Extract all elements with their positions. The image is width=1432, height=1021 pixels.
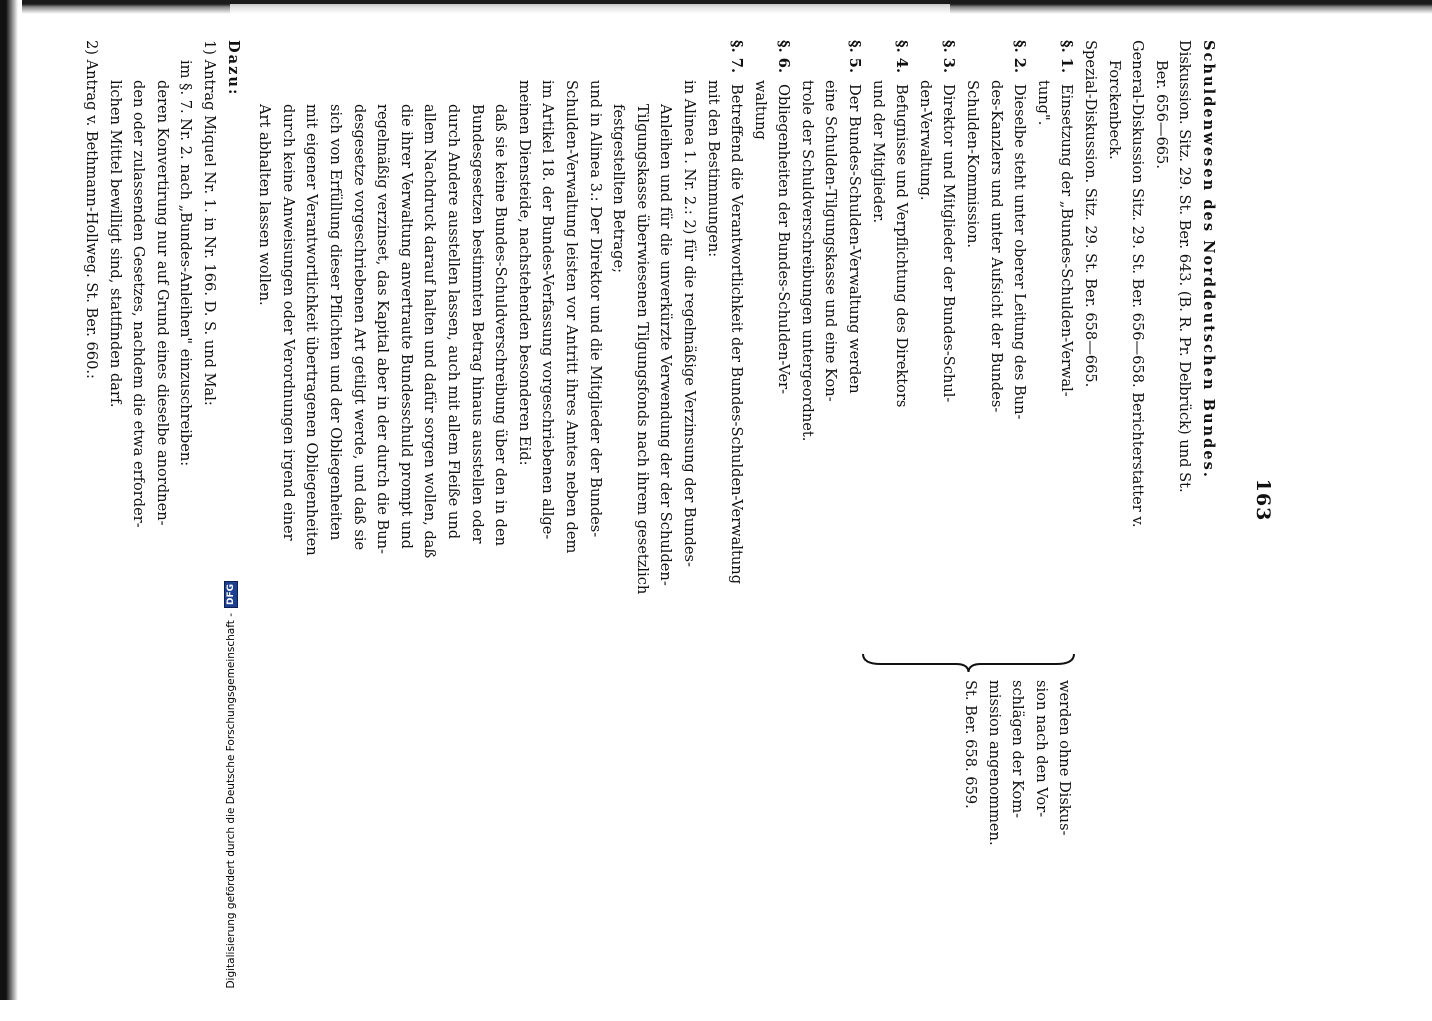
text-line: den-Verwaltung. <box>916 80 934 201</box>
text-line: festgestellten Betrage; <box>610 104 628 274</box>
section-number: §. 1. <box>1058 40 1076 74</box>
text-line: durch Andere ausstellen lassen, auch mit allem Fleiße und <box>445 104 462 540</box>
text-line: und der Mitglieder. <box>869 80 887 224</box>
section-text: Dieselbe steht unter oberer Leitung des Bun- <box>1011 84 1029 420</box>
text-line: allem Nachdruck darauf halten und dafür sorgen wollen, daß <box>421 104 439 559</box>
curly-brace <box>861 652 1076 674</box>
section-line <box>725 40 749 1000</box>
text-line: Art abhalten lassen wollen. <box>256 104 274 306</box>
text-line: die ihrer Verwaltung anvertraute Bundesschuld prompt und <box>397 104 415 549</box>
text-line: sich von Erfüllung dieser Pflichten und der Obliegenheiten <box>327 104 345 541</box>
text-line: und in Alinea 3.: Der Direktor und die Mitglieder der Bundes- <box>586 80 604 538</box>
text-line: eine Schulden-Tilgungskasse und eine Kon- <box>822 80 840 402</box>
brace-note-line: schlägen der Kom- <box>1009 680 1027 819</box>
section-line <box>843 40 867 1000</box>
section-number: §. 7. <box>728 40 746 74</box>
text-line: meinen Diensteide, nachstehenden besonderen Eid: <box>515 80 533 466</box>
text-line: in Alinea 1. Nr. 2.: 2) für die regelmäßige Verzinsung der Bundes- <box>680 80 698 567</box>
section-number: §. 4. <box>893 40 911 74</box>
text-line: mit eigener Verantwortlichkeit übertragenen Obliegenheiten <box>303 104 321 556</box>
text-line: im §. 7. Nr. 2. nach „Bundes-Anleihen" einzuschreiben: <box>177 60 195 467</box>
section-line <box>937 40 961 1000</box>
dfg-logo: DFG <box>224 581 238 608</box>
text-line: Bundesgesetzen bestimmten Betrag hinaus ausstellen oder <box>468 104 486 544</box>
credit-text: Digitalisierung gefördert durch die Deutsche Forschungsgemeinschaft - <box>225 613 237 989</box>
brace-note-line: St. Ber. 658. 659. <box>962 680 980 809</box>
text-line: Schulden-Kommission. <box>964 80 982 249</box>
page <box>83 0 1320 1000</box>
text-line: mit den Bestimmungen: <box>704 80 722 258</box>
section-text: Direktor und Mitglieder der Bundes-Schul- <box>940 84 958 403</box>
text-line: im Artikel 18. der Bundes-Verfassung vorgeschriebenen allge- <box>539 80 557 540</box>
text-line: General-Diskussion Sitz. 29. St. Ber. 656—658. Berichterstatter v. <box>1129 40 1147 528</box>
section-text: Befugnisse und Verpflichtung des Direktors <box>893 84 911 408</box>
text-line: 2) Antrag v. Bethmann-Hollweg. St. Ber. 660.: <box>83 40 101 379</box>
brace-note-line: werden ohne Diskus- <box>1056 680 1074 836</box>
text-line: Schulden-Verwaltung leisten vor Antritt ihres Amtes neben dem <box>562 80 580 554</box>
text-line: lichen Mittel bewilligt sind, stattfinden darf. <box>106 80 124 408</box>
section-text: Einsetzung der „Bundes-Schulden-Verwal- <box>1058 84 1076 397</box>
section-text: Betreffend die Verantwortlichkeit der Bundes-Schulden-Verwaltung <box>728 84 746 585</box>
text-line: durch keine Anweisungen oder Verordnungen irgend einer <box>279 104 297 541</box>
text-line: Forckenbeck. <box>1105 60 1123 160</box>
text-line: Anleihen und für die unverkürzte Verwendung der der Schulden- <box>657 104 675 586</box>
brace-note <box>958 680 1076 1000</box>
text-line: regelmäßig verzinset, das Kapital aber in der durch die Bun- <box>374 104 392 554</box>
section-text: Obliegenheiten der Bundes-Schulden-Ver- <box>775 84 793 395</box>
section-line <box>890 40 914 1000</box>
text-line: Ber. 656—665. <box>1152 60 1170 169</box>
section-line <box>772 40 796 1000</box>
section-text: Der Bundes-Schulden-Verwaltung werden <box>846 84 864 394</box>
text-line: Diskussion. Sitz. 29. St. Ber. 643. (B. R. Pr. Delbrück) und St. <box>1176 40 1194 493</box>
text-line: deren Konvertirung nur auf Grund eines dieselbe anordnen- <box>153 80 171 526</box>
section-number: §. 2. <box>1011 40 1029 74</box>
text-line: den oder zulassenden Gesetzes, nachdem die etwa erforder- <box>130 80 148 528</box>
sections-group <box>748 40 1078 1000</box>
section-number: §. 5. <box>846 40 864 74</box>
section-heading: Schuldenwesen des Norddeutschen Bundes. <box>1200 40 1217 479</box>
text-line: des-Kanzlers und unter Aufsicht der Bundes- <box>987 80 1005 413</box>
page-number: 163 <box>1252 478 1274 522</box>
text-line: desgesetze vorgeschriebenen Art getilgt werde, und daß sie <box>350 104 368 551</box>
text-line: Tilgungskasse überwiesenen Tilgungsfonds nach ihrem gesetzlich <box>633 104 651 595</box>
text-line: 1) Antrag Miquel Nr. 1. in Nr. 166. D. S. und Mal: <box>201 40 219 406</box>
text-line: trole der Schuldverschreibungen untergeordnet. <box>798 80 816 442</box>
addendum-heading: Dazu: <box>224 40 242 97</box>
section-number: §. 3. <box>940 40 958 74</box>
section-number: §. 6. <box>775 40 793 74</box>
text-block <box>80 40 1221 1000</box>
text-line: waltung <box>751 80 769 140</box>
brace-note-line: mission angenommen. <box>985 680 1003 846</box>
text-line: daß sie keine Bundes-Schuldverschreibung über den in den <box>492 104 510 546</box>
text-line: Spezial-Diskussion. Sitz. 29. St. Ber. 658—665. <box>1082 40 1100 388</box>
text-line: tung". <box>1034 80 1052 126</box>
brace-note-line: sion nach den Vor- <box>1032 680 1050 818</box>
